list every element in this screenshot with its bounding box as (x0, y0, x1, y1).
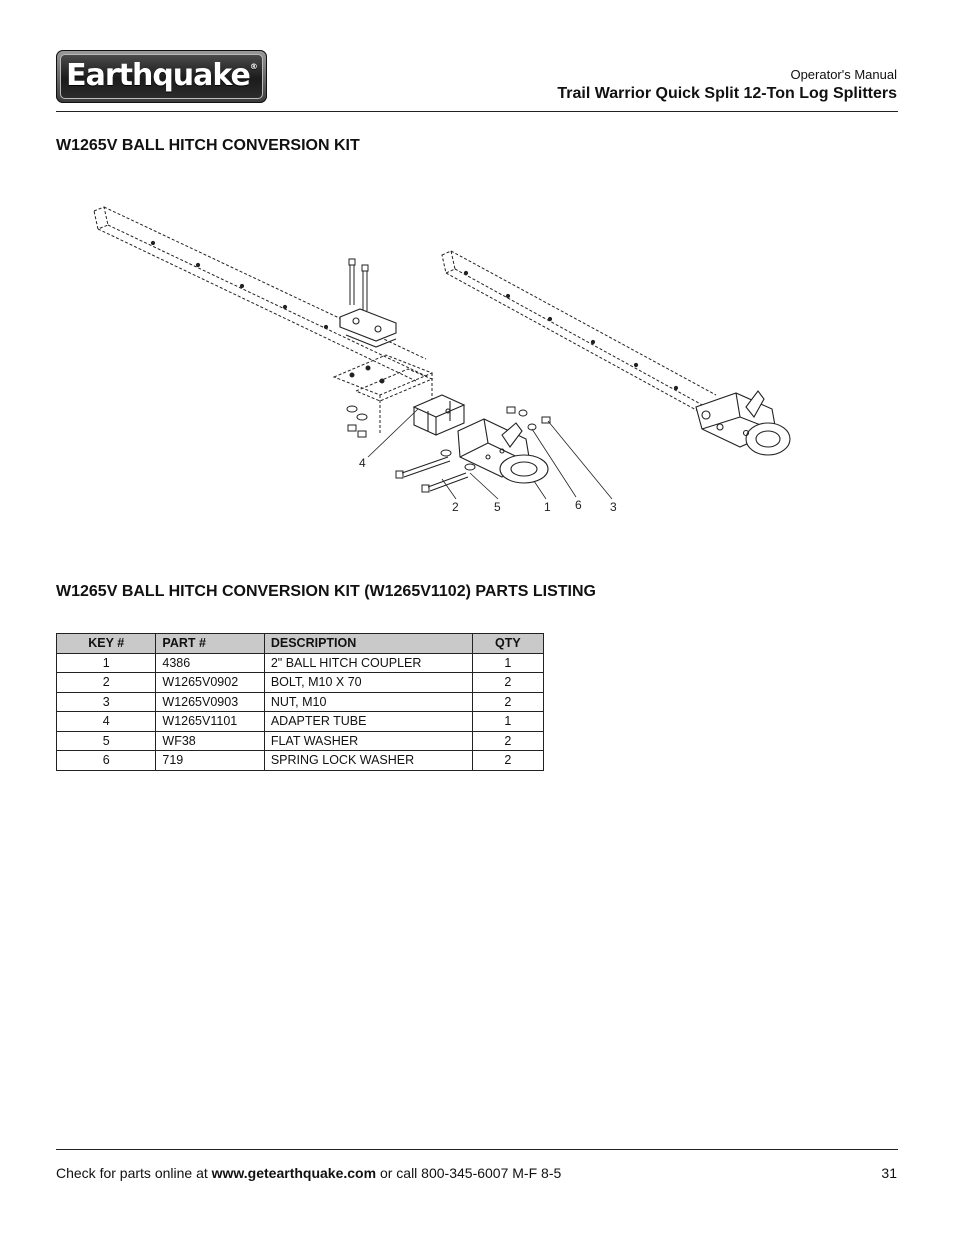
table-row (57, 653, 544, 673)
callout-1: 1 (544, 500, 551, 514)
logo-plate (60, 54, 263, 99)
table-row (57, 673, 544, 693)
header-description: DESCRIPTION (264, 634, 472, 654)
cell-qty: 1 (472, 653, 543, 673)
exploded-parts-diagram (56, 195, 816, 535)
vertical-bolts (349, 259, 368, 311)
cell-key: 6 (57, 751, 156, 771)
header-part: PART # (156, 634, 264, 654)
adapter-tube (414, 395, 464, 435)
right-frame-rail (442, 251, 716, 411)
cell-description: BOLT, M10 X 70 (264, 673, 472, 693)
footer-website-link[interactable]: www.getearthquake.com (211, 1165, 377, 1181)
cell-key: 1 (57, 653, 156, 673)
footer-suffix: or call 800-345-6007 M-F 8-5 (376, 1165, 562, 1181)
cell-part: 719 (156, 751, 264, 771)
callout-3: 3 (610, 500, 617, 514)
cell-part: 4386 (156, 653, 264, 673)
header-key: KEY # (57, 634, 156, 654)
cell-description: ADAPTER TUBE (264, 712, 472, 732)
cell-part: WF38 (156, 731, 264, 751)
cell-qty: 2 (472, 692, 543, 712)
header-divider (56, 111, 898, 112)
callout-5: 5 (494, 500, 501, 514)
header-qty: QTY (472, 634, 543, 654)
cell-part: W1265V1101 (156, 712, 264, 732)
registered-mark: ® (249, 62, 257, 71)
table-row (57, 731, 544, 751)
footer-prefix: Check for parts online at (56, 1165, 212, 1181)
left-frame-rail (94, 207, 428, 381)
parts-table (56, 633, 544, 771)
callout-4: 4 (359, 456, 366, 470)
ball-hitch-coupler (458, 419, 548, 483)
cell-description: 2" BALL HITCH COUPLER (264, 653, 472, 673)
cell-key: 5 (57, 731, 156, 751)
page-number: 31 (881, 1165, 897, 1181)
frame-cross-member-outline (334, 355, 432, 435)
section-title-kit: W1265V BALL HITCH CONVERSION KIT (56, 137, 360, 154)
cell-qty: 2 (472, 673, 543, 693)
callout-2: 2 (452, 500, 459, 514)
table-header-row (57, 634, 544, 654)
cell-key: 3 (57, 692, 156, 712)
cell-key: 4 (57, 712, 156, 732)
cell-qty: 2 (472, 751, 543, 771)
footer-divider (56, 1149, 898, 1150)
cell-description: SPRING LOCK WASHER (264, 751, 472, 771)
product-title: Trail Warrior Quick Split 12-Ton Log Splitters (557, 85, 897, 102)
cell-part: W1265V0903 (156, 692, 264, 712)
table-row (57, 692, 544, 712)
cell-qty: 2 (472, 731, 543, 751)
callout-6: 6 (575, 498, 582, 512)
footer-contact (56, 1165, 561, 1181)
cell-qty: 1 (472, 712, 543, 732)
doc-type: Operator's Manual (790, 67, 897, 82)
earthquake-logo (56, 50, 267, 103)
bracket-washers (347, 406, 367, 437)
mounting-bracket (340, 309, 396, 347)
logo-text: Earthquake (66, 58, 250, 93)
table-row (57, 712, 544, 732)
cell-key: 2 (57, 673, 156, 693)
cell-part: W1265V0902 (156, 673, 264, 693)
logo-wordmark (61, 58, 262, 93)
installed-coupler (696, 391, 790, 455)
cell-description: NUT, M10 (264, 692, 472, 712)
cell-description: FLAT WASHER (264, 731, 472, 751)
section-title-parts-listing: W1265V BALL HITCH CONVERSION KIT (W1265V1102) PARTS LISTING (56, 583, 596, 600)
table-row (57, 751, 544, 771)
